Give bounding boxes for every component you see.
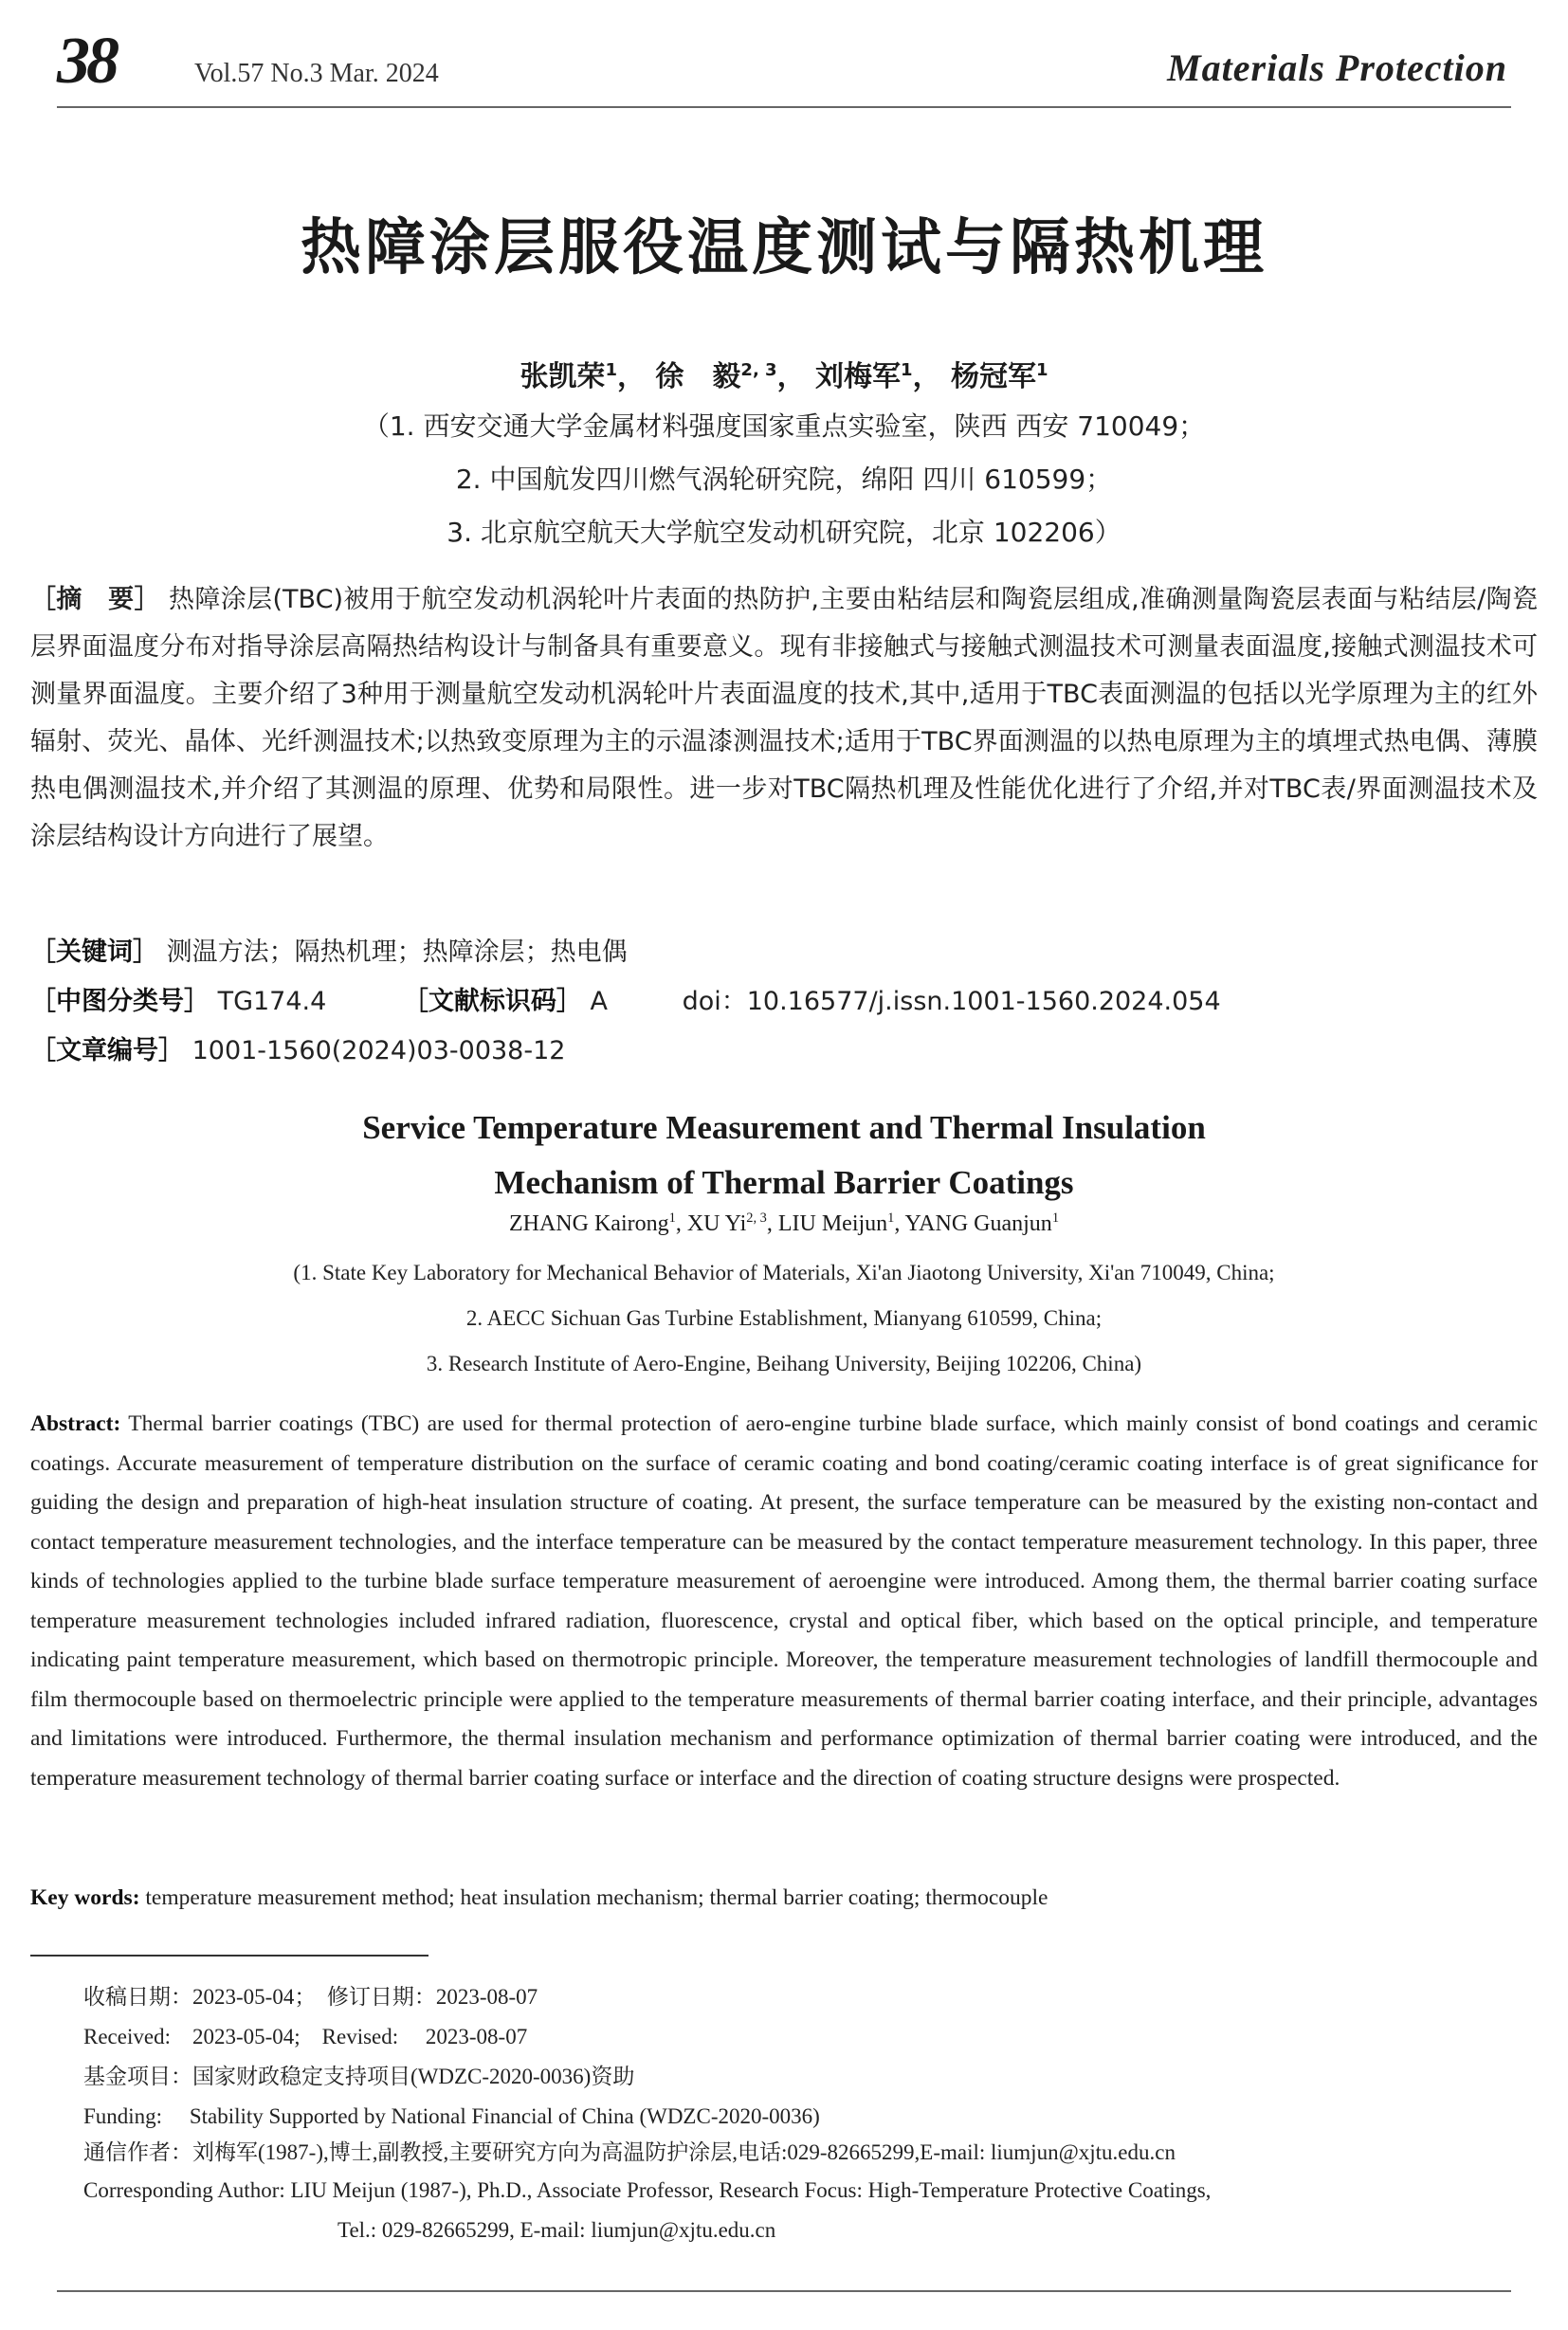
footer-rule — [57, 2290, 1511, 2292]
author-name: 张凯荣 — [520, 360, 606, 393]
footnote-fund-zh: 基金项目：国家财政稳定支持项目(WDZC-2020-0036)资助 — [83, 2065, 635, 2088]
authors-zh: 张凯荣$^1$， 徐 毅$^{2, 3}$， 刘梅军$^1$， 杨冠军$^1$ — [520, 360, 1048, 393]
article-number-label: ［文章编号］ — [30, 1036, 184, 1065]
article-number-value: 1001-1560(2024)03-0038-12 — [191, 1036, 566, 1065]
keywords-en-text: temperature measurement method; heat insulation mechanism; thermal barrier coating; thermocouple — [145, 1885, 1048, 1910]
abstract-en-label: Abstract: — [30, 1411, 121, 1436]
journal-name: Materials Protection — [1167, 46, 1507, 89]
issue-info: Vol.57 No.3 Mar. 2024 — [194, 59, 439, 88]
affiliation-zh-3: 3. 北京航空航天大学航空发动机研究院，北京 102206） — [447, 517, 1121, 548]
footnote-corr-en: Corresponding Author: LIU Meijun (1987-), Ph.D., Associate Professor, Research Focus: High-Temperature Protective Coatings, — [83, 2178, 1212, 2202]
author-name: 杨冠军 — [951, 360, 1037, 393]
article-number — [30, 1029, 565, 1066]
doc-code-value: A — [590, 987, 608, 1016]
author-name-en: ZHANG Kairong — [508, 1211, 669, 1236]
abstract-en-text: Thermal barrier coatings (TBC) are used for thermal protection of aero-engine turbine blade surface, which mainly consist of bond coatings and ceramic coatings. Accurate measurement of temperature distribution on the surface of ceramic coating and bond coating/ceramic coating interface is of great significance for guiding the design and preparation of high-heat insulation structure of coating. At present, the surface temperature can be measured by the existing non-contact and contact temperature measurement technologies, and the interface temperature can be measured by the contact temperature measurement technology. In this paper, three kinds of technologies applied to the turbine blade surface temperature measurement of aeroengine were introduced. Among them, the thermal barrier coating surface temperature measurement technologies included infrared radiation, fluorescence, crystal and optical fiber, which based on the optical principle, and temperature indicating paint temperature measurement, which based on thermotropic principle. Moreover, the temperature measurement technologies of landfill thermocouple and film thermocouple based on thermoelectric principle were applied to the temperature measurements of thermal barrier coating interface, and their principle, advantages and limitations were introduced. Furthermore, the thermal insulation mechanism and performance optimization of thermal barrier coating were introduced, and the temperature measurement technology of thermal barrier coating surface or interface and the direction of coating structure designs were prospected. — [30, 1411, 1538, 1791]
author-sup: 1 — [901, 360, 913, 380]
affiliation-zh-2: 2. 中国航发四川燃气涡轮研究院，绵阳 四川 610599； — [455, 464, 1113, 495]
keywords-zh-text: 测温方法；隔热机理；热障涂层；热电偶 — [166, 937, 628, 967]
affiliation-en-2: 2. AECC Sichuan Gas Turbine Establishment, Mianyang 610599, China; — [465, 1306, 1103, 1330]
footnote-corr-zh: 通信作者：刘梅军(1987-),博士,副教授,主要研究方向为高温防护涂层,电话:029-82665299,E-mail: liumjun@xjtu.edu.cn — [83, 2140, 1176, 2164]
author-sup: 2, 3 — [746, 1211, 767, 1226]
author-sup: 2, 3 — [740, 360, 777, 380]
affiliation-en-3: 3. Research Institute of Aero-Engine, Beihang University, Beijing 102206, China) — [426, 1352, 1142, 1375]
author-sup: 1 — [605, 360, 617, 380]
author-sup: 1 — [1036, 360, 1048, 380]
title-zh: 热障涂层服役温度测试与隔热机理 — [301, 213, 1267, 283]
author-sup: 1 — [1051, 1211, 1060, 1226]
footnote-received-en: Received: 2023-05-04; Revised: 2023-08-07 — [83, 2025, 528, 2048]
author-name: 徐 毅 — [655, 360, 741, 393]
footnote-fund-en: Funding: Stability Supported by National Financial of China (WDZC-2020-0036) — [83, 2104, 820, 2128]
affiliation-en-1: (1. State Key Laboratory for Mechanical Behavior of Materials, Xi'an Jiaotong University, Xi'an 710049, China; — [293, 1261, 1275, 1284]
clc-label: ［中图分类号］ — [30, 987, 210, 1016]
author-name-en: YANG Guanjun — [904, 1211, 1052, 1236]
author-name-en: XU Yi — [686, 1211, 747, 1236]
footnote-received-zh: 收稿日期：2023-05-04； 修订日期：2023-08-07 — [83, 1985, 538, 2009]
footnote-rule — [30, 1955, 428, 1957]
clc-value: TG174.4 — [217, 987, 327, 1016]
footnote-corr-en-contact: Tel.: 029-82665299, E-mail: liumjun@xjtu.edu.cn — [337, 2218, 776, 2242]
abstract-zh — [30, 576, 1538, 861]
keywords-en-label: Key words: — [30, 1885, 140, 1910]
abstract-zh-label: ［摘 要］ — [30, 585, 160, 614]
abstract-en — [30, 1405, 1538, 1798]
author-name-en: LIU Meijun — [777, 1211, 888, 1236]
abstract-zh-text: 热障涂层(TBC)被用于航空发动机涡轮叶片表面的热防护,主要由粘结层和陶瓷层组成,准确测量陶瓷层表面与粘结层/陶瓷层界面温度分布对指导涂层高隔热结构设计与制备具有重要意义。现有非接触式与接触式测温技术可测量表面温度,接触式测温技术可测量界面温度。主要介绍了3种用于测量航空发动机涡轮叶片表面温度的技术,其中,适用于TBC表面测温的包括以光学原理为主的红外辐射、荧光、晶体、光纤测温技术;以热致变原理为主的示温漆测温技术;适用于TBC界面测温的以热电原理为主的填埋式热电偶、薄膜热电偶测温技术,并介绍了其测温的原理、优势和局限性。进一步对TBC隔热机理及性能优化进行了介绍,并对TBC表/界面测温技术及涂层结构设计方向进行了展望。 — [30, 585, 1538, 851]
header-rule — [57, 106, 1511, 108]
author-sup: 1 — [668, 1211, 676, 1226]
authors-en: ZHANG Kairong$^1$, XU Yi$^{2, 3}$, LIU Meijun$^1$, YANG Guanjun$^1$ — [508, 1211, 1060, 1236]
title-en-line2: Mechanism of Thermal Barrier Coatings — [494, 1164, 1074, 1201]
affiliation-zh-1: （1. 西安交通大学金属材料强度国家重点实验室，陕西 西安 710049； — [362, 410, 1206, 442]
doc-code-label: ［文献标识码］ — [402, 987, 582, 1016]
keywords-zh — [30, 931, 628, 968]
author-name: 刘梅军 — [815, 360, 902, 393]
author-sup: 1 — [887, 1211, 895, 1226]
title-en-line1: Service Temperature Measurement and Thermal Insulation — [362, 1109, 1206, 1146]
doi: doi：10.16577/j.issn.1001-1560.2024.054 — [682, 987, 1221, 1016]
keywords-en — [30, 1885, 1048, 1911]
classification-line — [30, 980, 1538, 1017]
page-number: 38 — [57, 25, 116, 98]
keywords-zh-label: ［关键词］ — [30, 937, 158, 967]
